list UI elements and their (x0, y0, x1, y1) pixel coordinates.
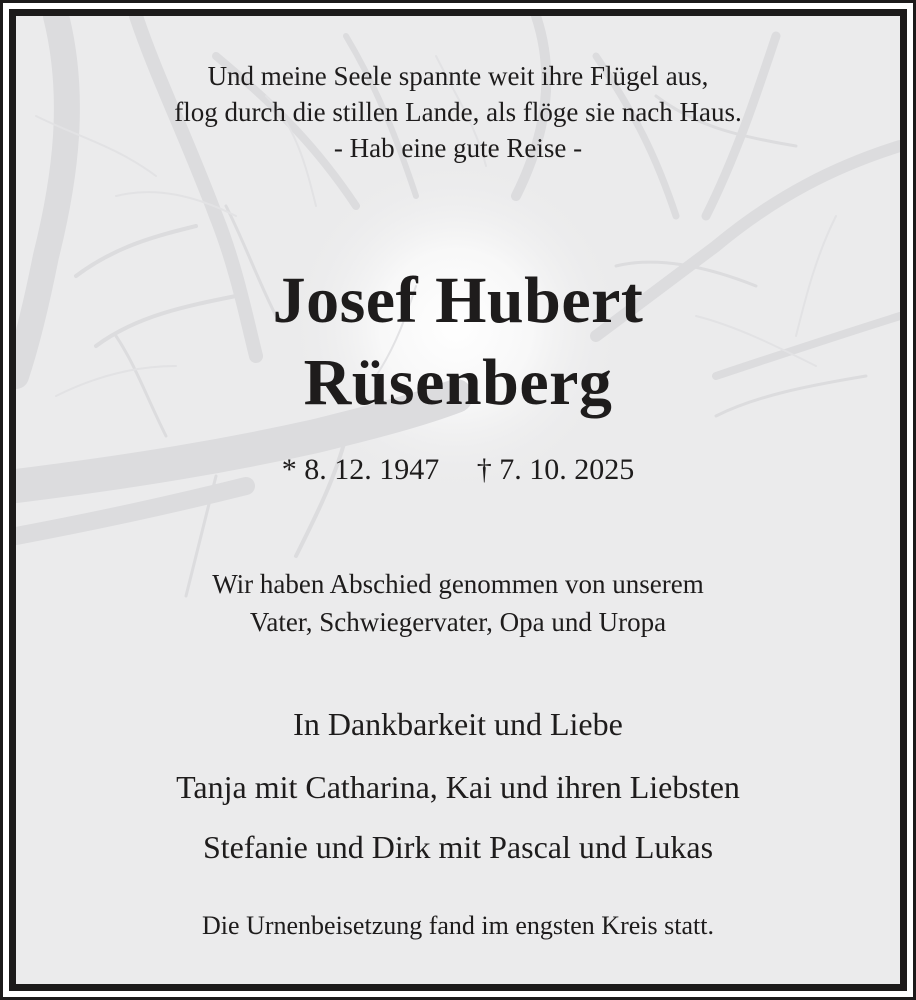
family-line-2: Stefanie und Dirk mit Pascal und Lukas (202, 829, 714, 865)
birth-date: 8. 12. 1947 (304, 453, 440, 486)
farewell-line-2: Vater, Schwiegervater, Opa und Uropa (249, 607, 667, 637)
notice-frame (9, 9, 907, 991)
burial-note: Die Urnenbeisetzung fand im engsten Kreis statt. (202, 911, 714, 940)
death-date: 7. 10. 2025 (499, 453, 635, 486)
deceased-first-names: Josef Hubert (272, 264, 644, 337)
death-cross-icon: † (476, 453, 492, 486)
deceased-surname: Rüsenberg (303, 346, 613, 419)
poem-line-1: Und meine Seele spannte weit ihre Flügel aus, (207, 61, 709, 91)
farewell-line-1: Wir haben Abschied genommen von unserem (212, 569, 704, 599)
life-dates (16, 452, 900, 488)
poem-line-2: flog durch die stillen Lande, als flöge sie nach Haus. (174, 97, 742, 127)
family-line-1: Tanja mit Catharina, Kai und ihren Liebsten (176, 769, 740, 805)
signoff: In Dankbarkeit und Liebe (293, 706, 623, 742)
notice-content (16, 16, 900, 984)
poem-line-3: - Hab eine gute Reise - (333, 133, 583, 163)
birth-symbol: * (281, 453, 297, 486)
